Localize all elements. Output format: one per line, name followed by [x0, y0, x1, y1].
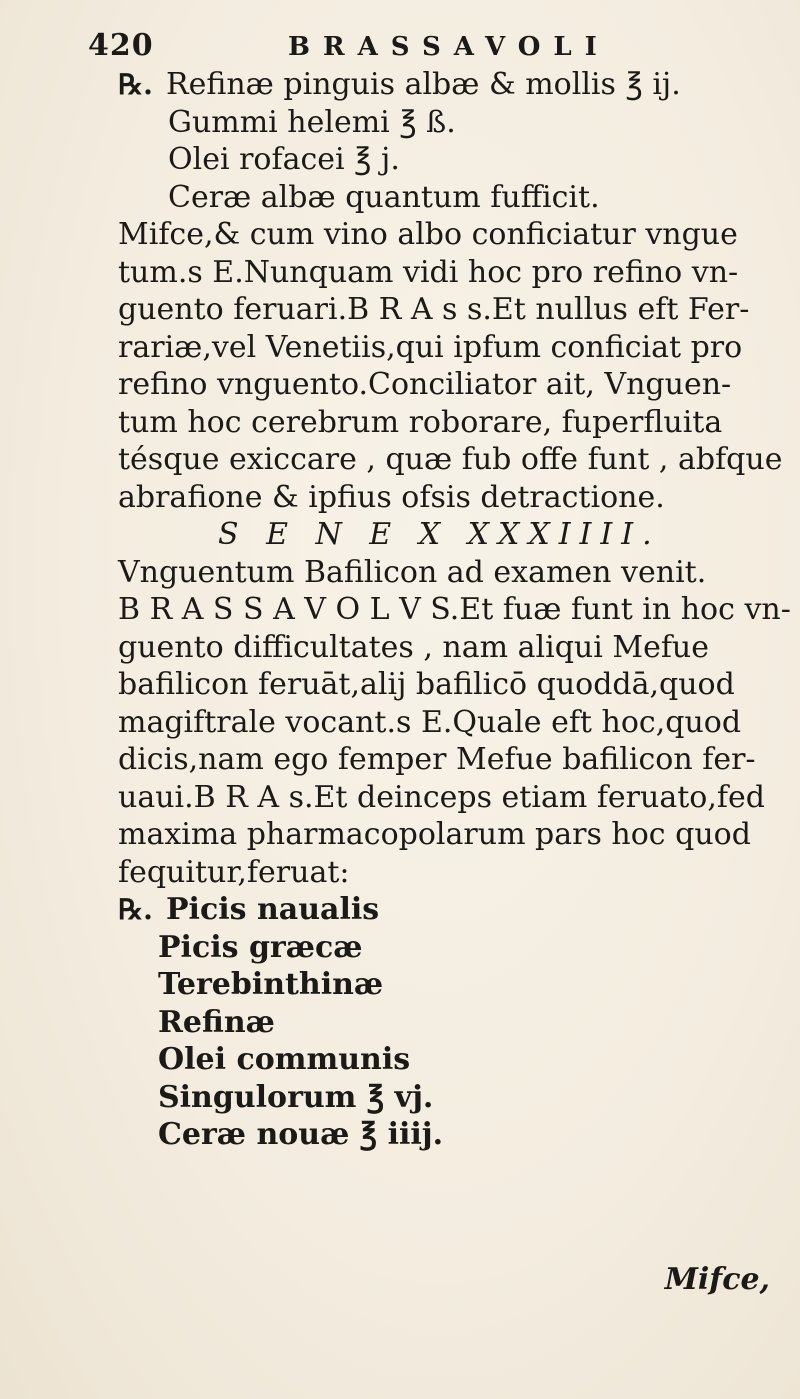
page-header [88, 24, 648, 64]
text-line: tum.s E.Nunquam vidi hoc pro refino vn- [118, 254, 739, 290]
text-line: guento feruari.B R A s s.Et nullus eft Fer- [118, 292, 750, 327]
text-line: Vnguentum Bafilicon ad examen venit. [118, 554, 707, 590]
text-line: tum hoc cerebrum roborare, fuperfluita [118, 404, 723, 440]
running-head: BRASSAVOLI [288, 32, 610, 62]
text-line: guento difficultates , nam aliqui Mefue [118, 629, 710, 665]
ingredient-line: Olei communis [158, 1042, 411, 1077]
section-heading: S E N E X XXXIIII. [218, 517, 661, 552]
ingredient-line: Ceræ nouæ ℥ iiij. [158, 1117, 444, 1152]
text-line: fequitur,feruat: [118, 854, 350, 890]
text-line: uaui.B R A s.Et deinceps etiam feruato,fed [118, 779, 765, 815]
ingredient-line: Terebinthinæ [158, 967, 384, 1002]
text-line: Gummi helemi ℥ ß. [168, 104, 456, 140]
text-line: tésque exiccare , quæ fub offe funt , abfque [118, 442, 783, 477]
text-line: Olei rofacei ℥ j. [168, 142, 400, 177]
text-line: bafilicon feruāt,alij bafilicō quoddā,quod [118, 667, 735, 702]
text-line: abrafione & ipfius ofsis detractione. [118, 479, 665, 515]
text-line: ℞. Refinæ pinguis albæ & mollis ℥ ij. [118, 67, 681, 102]
text-line: Mifce,& cum vino albo conficiatur vngue [118, 217, 738, 252]
text-line: ℞. Picis naualis [118, 892, 380, 927]
text-line: refino vnguento.Conciliator ait, Vnguen- [118, 367, 732, 402]
recipe-symbol: ℞. [118, 68, 153, 101]
ingredient-line: Picis græcæ [158, 929, 363, 965]
catchword: Mifce, [664, 1262, 770, 1297]
text-line: Ceræ albæ quantum fufficit. [168, 179, 600, 215]
body-text [118, 66, 791, 1154]
text-line: magiftrale vocant.s E.Quale eft hoc,quod [118, 704, 742, 740]
text-line: maxima pharmacopolarum pars hoc quod [118, 817, 751, 852]
ingredient-line: Refinæ [158, 1004, 275, 1040]
recipe-symbol: ℞. [118, 893, 153, 926]
page-number: 420 [88, 28, 154, 63]
ingredient-line: Singulorum ℥ vj. [158, 1079, 434, 1115]
text-line: B R A S S A V O L V S.Et fuæ funt in hoc vn- [118, 592, 791, 627]
text-line: rariæ,vel Venetiis,qui ipfum conficiat pro [118, 329, 743, 365]
text-line: dicis,nam ego femper Mefue bafilicon fer- [118, 742, 756, 777]
